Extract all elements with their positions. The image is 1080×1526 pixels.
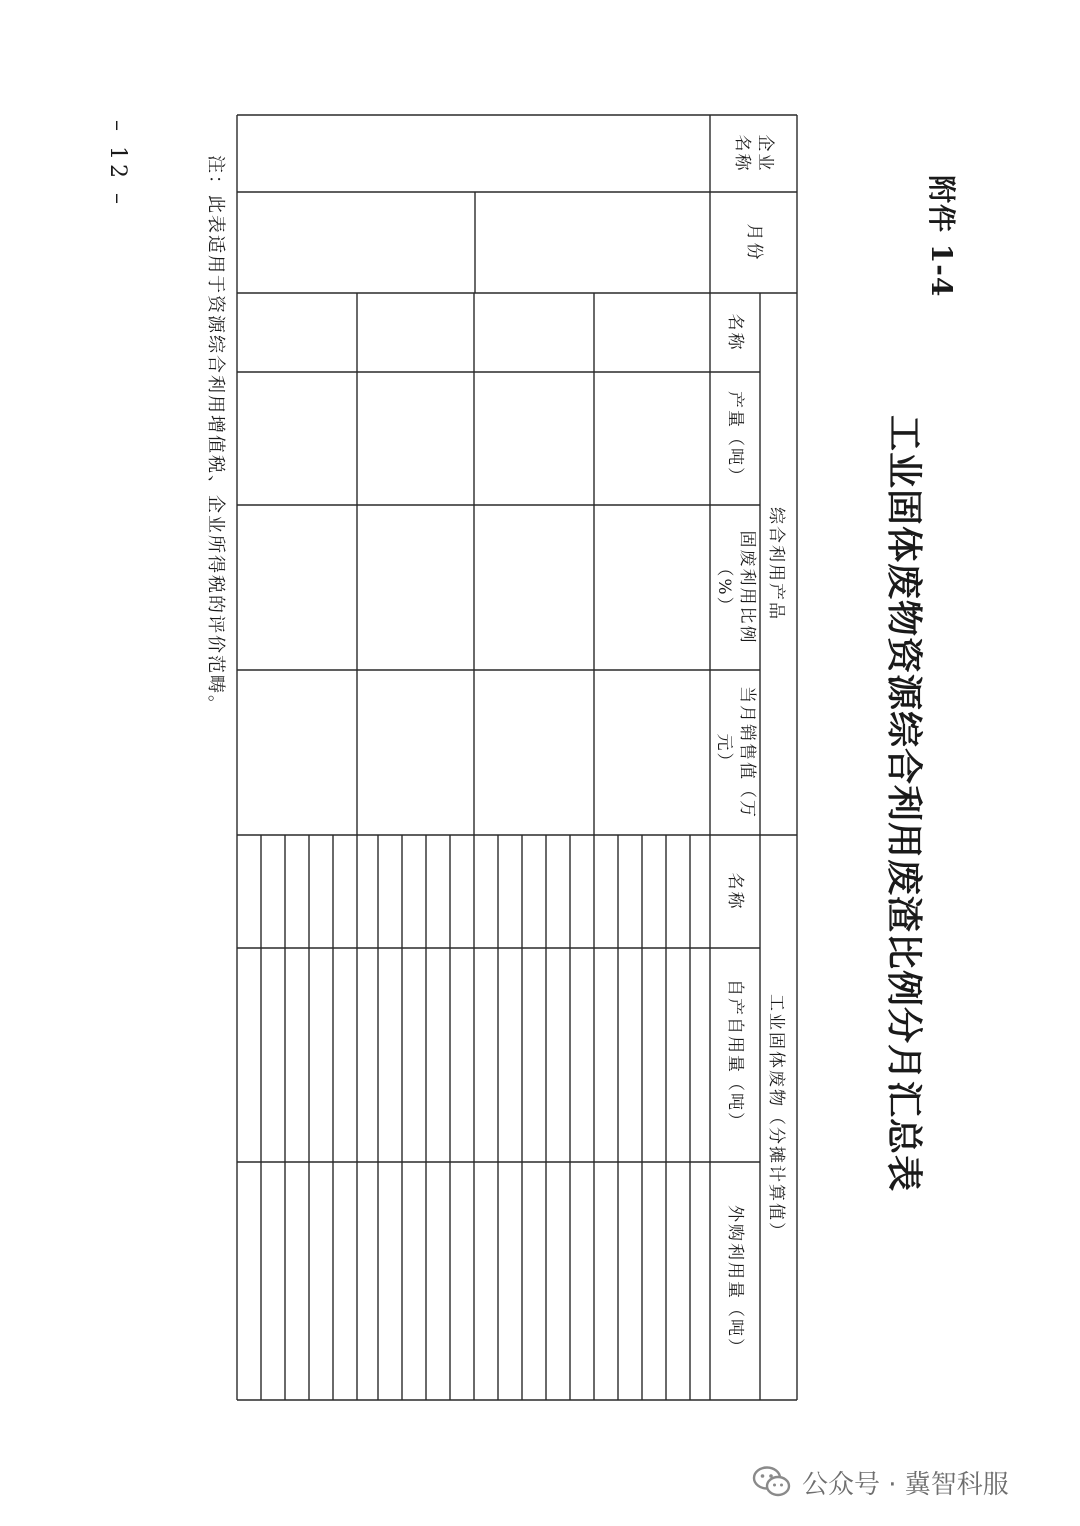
header-output: 产量（吨） — [725, 391, 746, 486]
page-title: 工业固体废物资源综合利用废渣比例分月汇总表 — [883, 415, 925, 1193]
watermark — [752, 1462, 1009, 1502]
header-self-produced: 自产自用量（吨） — [725, 979, 746, 1131]
page-number: – 12 – — [105, 120, 130, 208]
wechat-icon — [752, 1465, 792, 1499]
body-row-lines-right — [261, 835, 690, 1400]
header-company-name: 企业名称 — [732, 134, 776, 173]
attachment-label: 附件 1-4 — [925, 175, 958, 298]
header-waste-name: 名称 — [725, 872, 746, 911]
header-product-name: 名称 — [725, 313, 746, 352]
header-monthly-sales: 当月销售值（万元） — [714, 686, 757, 819]
table-note: 注：此表适用于资源综合利用增值税、企业所得税的评价范畴。 — [205, 155, 226, 715]
header-purchased: 外购利用量（吨） — [725, 1205, 746, 1357]
header-month: 月份 — [743, 223, 764, 262]
header-group-products: 综合利用产品 — [766, 507, 786, 621]
header-group-waste: 工业固体废物（分摊计算值） — [766, 994, 786, 1241]
body-row-lines-left — [357, 293, 594, 835]
watermark-text: 公众号 · 冀智科服 — [802, 1469, 1009, 1500]
header-waste-ratio: 固废利用比例（%） — [714, 530, 757, 645]
